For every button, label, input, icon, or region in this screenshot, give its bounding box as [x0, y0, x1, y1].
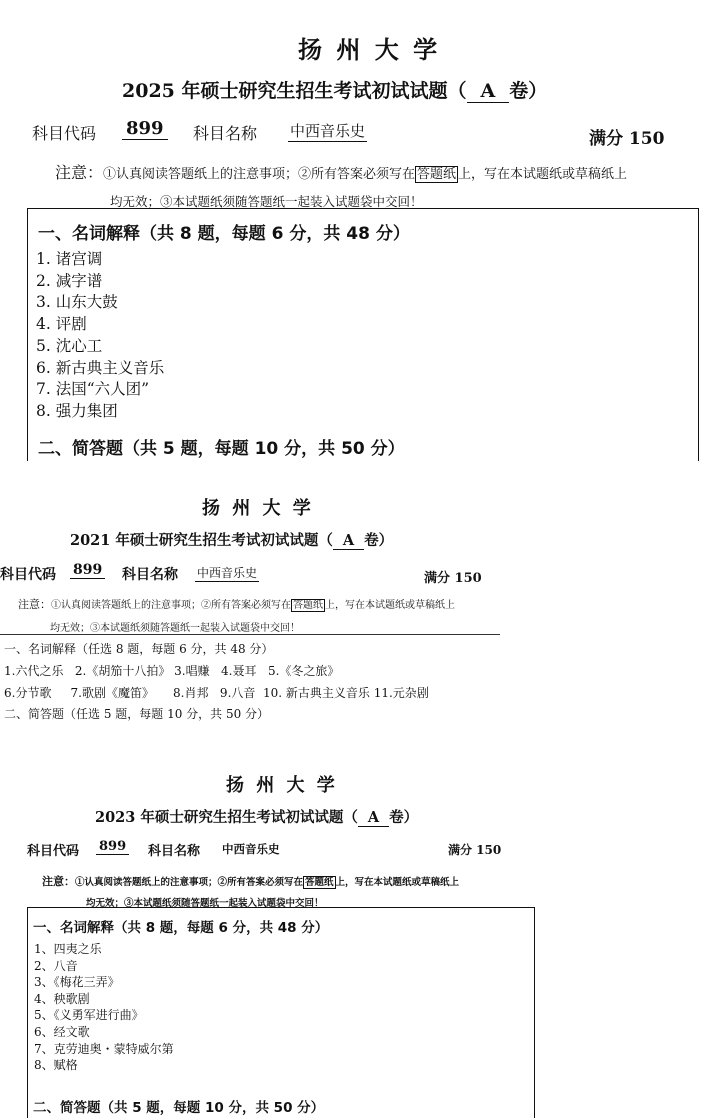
list-item: 4. 评剧	[36, 315, 87, 334]
name-label: 科目名称	[193, 124, 258, 143]
notice-line-2: 均无效；③本试题纸须随答题纸一起装入试题袋中交回！	[86, 898, 324, 909]
notice-text: ①认真阅读答题纸上的注意事项；②所有答案必须写在	[75, 877, 304, 888]
list-item: 3. 山东大鼓	[36, 293, 118, 312]
answer-sheet-box: 答题纸	[417, 167, 457, 182]
list-item: 1. 诸宫调	[36, 250, 103, 268]
section-heading-2: 二、简答题（共 5 题，每题 10 分，共 50 分）	[38, 439, 405, 459]
notice-prefix: 注意：	[55, 163, 104, 182]
term-list	[34, 941, 174, 1074]
list-item: 1、四夷之乐	[34, 942, 102, 956]
list-item: 5、《义勇军进行曲》	[34, 1008, 144, 1023]
notice-text: 上，写在本试题纸或草稿纸上	[458, 167, 628, 182]
list-item: 8. 强力集团	[36, 401, 118, 420]
exam-title-pre: 2023 年硕士研究生招生考试初试试题（	[95, 809, 358, 826]
university-title: 扬 州 大 学	[298, 35, 441, 64]
name-label: 科目名称	[122, 567, 178, 583]
list-item: 6、经文歌	[34, 1024, 90, 1039]
code-label: 科目代码	[0, 567, 56, 583]
score-label: 满分 150	[589, 129, 665, 149]
notice-text: ①认真阅读答题纸上的注意事项；②所有答案必须写在	[51, 600, 291, 611]
exam-title-post: 卷）	[389, 809, 419, 826]
section-heading-1: 一、名词解释（共 8 题，每题 6 分，共 48 分）	[33, 920, 329, 936]
name-value: 中西音乐史	[197, 566, 258, 580]
notice-line-2: 均无效；③本试题纸须随答题纸一起装入试题袋中交回！	[110, 194, 423, 209]
paper-version: A	[467, 80, 510, 103]
notice-prefix: 注意：	[18, 598, 51, 611]
list-item: 5. 沈心工	[36, 336, 103, 355]
list-item: 7、克劳迪奥・蒙特威尔第	[34, 1041, 174, 1056]
exam-title	[95, 806, 418, 827]
university-title: 扬 州 大 学	[226, 775, 338, 796]
university-title: 扬 州 大 学	[202, 498, 314, 519]
exam-title-post: 卷）	[509, 80, 548, 102]
notice-line-1	[42, 873, 459, 889]
list-item: 3、《梅花三弄》	[34, 975, 120, 990]
code-value: 899	[122, 118, 168, 140]
name-value: 中西音乐史	[222, 842, 280, 856]
notice-line-1	[55, 160, 627, 183]
notice-text: 上，写在本试题纸或草稿纸上	[335, 877, 460, 888]
section-heading-2: 二、简答题（共 5 题，每题 10 分，共 50 分）	[33, 1100, 325, 1116]
paper-version: A	[333, 532, 364, 550]
notice-line-1	[18, 596, 455, 612]
divider	[0, 634, 500, 635]
code-label: 科目代码	[32, 124, 97, 143]
name-value: 中西音乐史	[290, 122, 366, 140]
exam-title-pre: 2025 年硕士研究生招生考试初试试题（	[122, 80, 467, 102]
exam-title	[122, 76, 547, 103]
section-heading-2: 二、简答题（任选 5 题，每题 10 分，共 50 分）	[4, 707, 270, 721]
list-item: 6. 新古典主义音乐	[36, 358, 165, 377]
exam-title-post: 卷）	[364, 532, 394, 549]
notice-text: ①认真阅读答题纸上的注意事项；②所有答案必须写在	[103, 167, 416, 182]
paper-version: A	[358, 809, 389, 827]
code-value: 899	[70, 562, 105, 579]
answer-sheet-box: 答题纸	[293, 600, 323, 611]
exam-title	[70, 529, 393, 550]
list-item: 8、赋格	[34, 1058, 78, 1073]
name-label: 科目名称	[148, 844, 201, 859]
score-label: 满分 150	[424, 571, 482, 586]
list-item: 2. 减字谱	[36, 271, 103, 290]
score-label: 满分 150	[448, 843, 502, 857]
answer-sheet-box: 答题纸	[305, 877, 334, 888]
term-row-2: 6.分节歌 7.歌剧《魔笛》 8.肖邦 9.八音 10. 新古典主义音乐 11.元杂剧	[4, 686, 429, 700]
exam-title-pre: 2021 年硕士研究生招生考试初试试题（	[70, 532, 333, 549]
notice-line-2: 均无效；③本试题纸须随答题纸一起装入试题袋中交回！	[50, 623, 300, 634]
notice-prefix: 注意：	[42, 875, 75, 888]
list-item: 7. 法国“六人团”	[36, 380, 150, 399]
notice-text: 上，写在本试题纸或草稿纸上	[325, 600, 455, 611]
section-heading-1: 一、名词解释（共 8 题，每题 6 分，共 48 分）	[38, 224, 410, 244]
list-item: 2、八音	[34, 958, 78, 973]
term-list	[36, 249, 164, 423]
code-label: 科目代码	[27, 844, 80, 859]
list-item: 4、秧歌剧	[34, 991, 90, 1006]
term-row-1: 1.六代之乐 2.《胡笳十八拍》 3.唱赚 4.聂耳 5.《冬之旅》	[4, 664, 340, 678]
code-value: 899	[96, 839, 129, 855]
section-heading-1: 一、名词解释（任选 8 题，每题 6 分，共 48 分）	[4, 642, 274, 656]
